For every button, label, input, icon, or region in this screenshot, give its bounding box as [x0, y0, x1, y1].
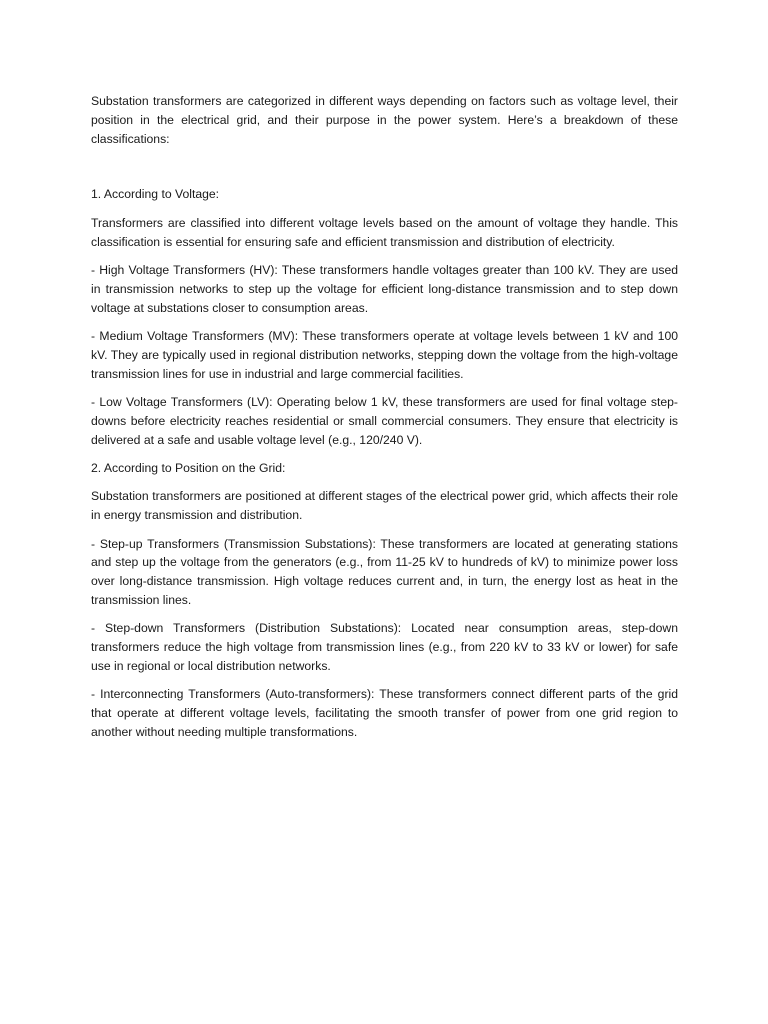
medium-voltage-paragraph: - Medium Voltage Transformers (MV): These transformers operate at voltage levels between 1 kV and 100 kV. They are typically used in regional distribution networks, stepping down the voltage from the high-voltage transmission lines for use in industrial and large commercial facilities.: [91, 328, 678, 381]
step-down-paragraph: - Step-down Transformers (Distribution Substations): Located near consumption areas, step-down transformers reduce the high voltage from transmission lines (e.g., from 220 kV to 33 kV or lower) for safe use in regional or local distribution networks.: [91, 621, 678, 673]
low-voltage-paragraph: - Low Voltage Transformers (LV): Operating below 1 kV, these transformers are used for final voltage step-downs before electricity reaches residential or small commercial consumers. They ensure that electricity is delivered at a safe and usable voltage level (e.g., 120/240 V).: [91, 394, 678, 447]
grid-position-overview-paragraph: Substation transformers are positioned at different stages of the electrical power grid, which affects their role in energy transmission and distribution.: [91, 489, 678, 523]
section-heading-grid-position: 2. According to Position on the Grid:: [91, 460, 286, 475]
interconnecting-paragraph: - Interconnecting Transformers (Auto-transformers): These transformers connect different parts of the grid that operate at different voltage levels, facilitating the smooth transfer of power from one grid region to another without needing multiple transformations.: [91, 687, 678, 739]
intro-paragraph: Substation transformers are categorized in different ways depending on factors such as voltage level, their position in the electrical grid, and their purpose in the power system. Here’s a breakdown of these classifications:: [91, 94, 678, 146]
section-heading-voltage: 1. According to Voltage:: [91, 187, 220, 202]
voltage-overview-paragraph: Transformers are classified into different voltage levels based on the amount of voltage they handle. This classification is essential for ensuring safe and efficient transmission and distribution of electricity.: [91, 215, 678, 249]
step-up-paragraph: - Step-up Transformers (Transmission Substations): These transformers are located at generating stations and step up the voltage from the generators (e.g., from 11-25 kV to hundreds of kV) to minimize power loss over long-distance transmission. High voltage reduces current and, in turn, the energy lost as heat in the transmission lines.: [91, 536, 678, 607]
high-voltage-paragraph: - High Voltage Transformers (HV): These transformers handle voltages greater than 100 kV. They are used in transmission networks to step up the voltage for efficient long-distance transmission and to step down voltage at substations closer to consumption areas.: [91, 262, 678, 315]
document-body: [91, 92, 678, 751]
